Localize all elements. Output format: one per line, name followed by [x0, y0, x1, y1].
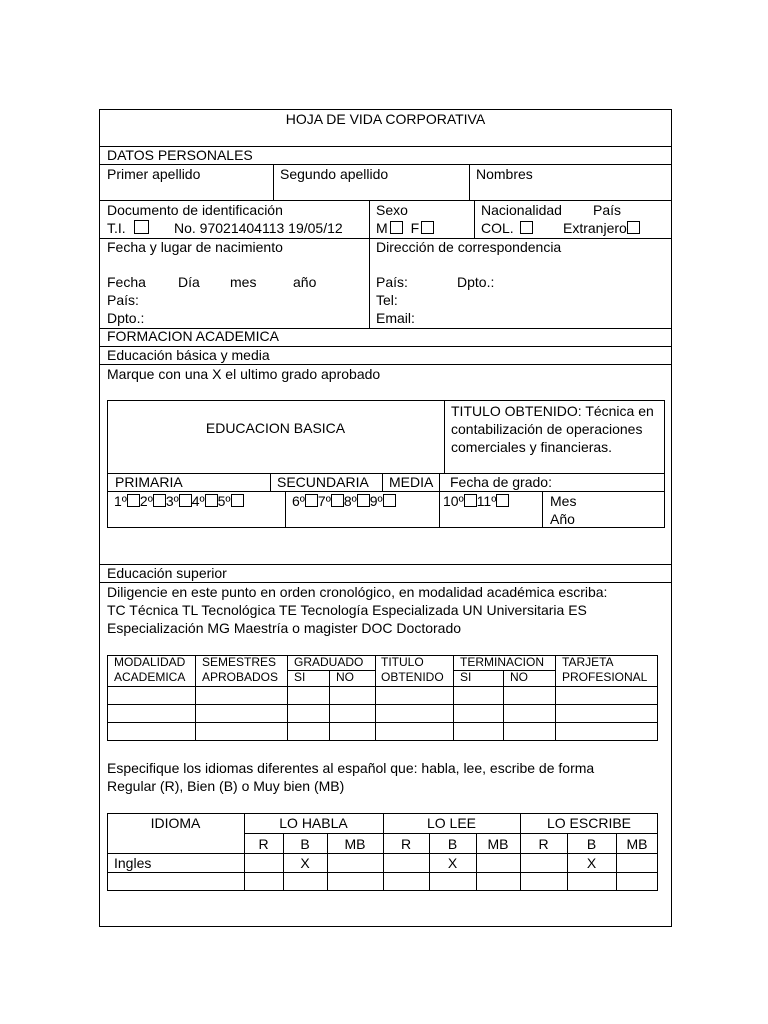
col-idioma: IDIOMA [150, 815, 201, 831]
superior-instruction-1: Diligencie en este punto en orden cronológico, en modalidad académica escriba: [107, 584, 608, 600]
idiomas-instruction-1: Especifique los idiomas diferentes al español que: habla, lee, escribe de forma [107, 760, 595, 776]
divider [369, 200, 370, 328]
dir-pais-field[interactable]: País: [376, 274, 408, 290]
col-tarjeta-1: TARJETA [562, 655, 614, 669]
grado-8: 8º [343, 493, 357, 509]
divider [107, 853, 658, 854]
field-segundo-apellido[interactable]: Segundo apellido [280, 166, 389, 182]
section-formacion: FORMACION ACADEMICA [107, 328, 279, 344]
grados-secundaria [292, 493, 396, 510]
grado-3-checkbox[interactable] [179, 494, 192, 507]
divider [99, 164, 672, 165]
col-graduado: GRADUADO [294, 655, 364, 669]
divider [107, 722, 658, 723]
grado-9-checkbox[interactable] [383, 494, 396, 507]
grados-media [443, 493, 509, 510]
extranjero-checkbox[interactable] [627, 221, 640, 234]
divider [285, 491, 286, 528]
idiomas-instruction-2: Regular (R), Bien (B) o Muy bien (MB) [107, 778, 345, 794]
doc-label: Documento de identificación [107, 202, 283, 218]
grado-4: 4º [191, 493, 205, 509]
col-lo-lee: LO LEE [426, 815, 477, 831]
grado-5-checkbox[interactable] [231, 494, 244, 507]
divider [107, 686, 658, 687]
grados-primaria [114, 493, 244, 510]
col-label: COL. [481, 220, 514, 236]
grado-7-checkbox[interactable] [331, 494, 344, 507]
divider [444, 400, 445, 473]
grado-1-checkbox[interactable] [127, 494, 140, 507]
divider [99, 582, 672, 583]
divider [273, 164, 274, 200]
sub-lee-mb: MB [487, 836, 509, 852]
dia-label: Día [178, 274, 200, 290]
superior-instruction-3: Especialización MG Maestría o magister DOC Doctorado [107, 620, 462, 636]
col-checkbox[interactable] [520, 221, 533, 234]
grado-9: 9º [369, 493, 383, 509]
grado-6-checkbox[interactable] [305, 494, 318, 507]
sexo-options [376, 220, 434, 237]
sub-lee-r: R [400, 836, 412, 852]
divider [469, 164, 470, 200]
sexo-f-checkbox[interactable] [421, 221, 434, 234]
col-graduado-si: SI [294, 670, 306, 684]
field-nombres[interactable]: Nombres [476, 166, 533, 182]
grado-11-checkbox[interactable] [496, 494, 509, 507]
grado-5: 5º [217, 493, 231, 509]
pais-nacimiento-field[interactable]: País: [107, 292, 139, 308]
grado-6: 6º [292, 493, 305, 509]
sub-escribe-r: R [538, 836, 549, 852]
sub-escribe-mb: MB [626, 836, 648, 852]
col-terminacion: TERMINACION [460, 655, 544, 669]
grado-1: 1º [114, 493, 127, 509]
divider [107, 491, 665, 492]
fecha-grado-label: Fecha de grado: [450, 474, 552, 490]
sub-lee-b: B [447, 836, 458, 852]
sexo-f-label: F [410, 220, 420, 236]
col-lo-escribe: LO ESCRIBE [546, 815, 632, 831]
divider [270, 473, 271, 491]
divider [99, 364, 672, 365]
anio-label: año [293, 274, 317, 290]
grado-10-checkbox[interactable] [464, 494, 477, 507]
dpto-nacimiento-field[interactable]: Dpto.: [107, 310, 145, 326]
mark-habla-b[interactable]: X [300, 855, 310, 871]
fecha-label: Fecha [107, 274, 146, 290]
divider [244, 833, 658, 834]
grado-3: 3º [165, 493, 179, 509]
doc-ti-label: T.I. [107, 220, 126, 236]
titulo-obtenido-basica: TITULO OBTENIDO: Técnica en contabilización de operaciones comerciales y financieras. [451, 403, 654, 455]
grado-2: 2º [139, 493, 153, 509]
section-datos-personales: DATOS PERSONALES [107, 147, 253, 163]
doc-number[interactable]: No. 97021404113 19/05/12 [174, 220, 343, 236]
dir-tel-field[interactable]: Tel: [376, 292, 398, 308]
educacion-superior-label: Educación superior [107, 565, 227, 581]
marque-instruction: Marque con una X el ultimo grado aprobado [107, 366, 381, 382]
col-modalidad-1: MODALIDAD [114, 655, 186, 669]
divider [542, 491, 543, 528]
divider [107, 473, 665, 474]
sub-habla-b: B [300, 836, 310, 852]
sexo-m-checkbox[interactable] [390, 221, 403, 234]
col-terminacion-no: NO [510, 670, 528, 684]
sub-habla-mb: MB [344, 836, 366, 852]
grado-8-checkbox[interactable] [357, 494, 370, 507]
col-terminacion-si: SI [460, 670, 472, 684]
extranjero-option [563, 220, 640, 237]
extranjero-label: Extranjero [563, 220, 627, 236]
col-graduado-no: NO [336, 670, 354, 684]
dir-email-field[interactable]: Email: [376, 310, 415, 326]
col-semestres-2: APROBADOS [202, 670, 279, 684]
divider [439, 473, 440, 528]
sexo-m-label: M [376, 220, 388, 236]
doc-ti-row [107, 220, 149, 237]
grado-anio-field[interactable]: Año [550, 511, 575, 527]
primaria-label: PRIMARIA [115, 474, 183, 490]
media-label: MEDIA [389, 474, 434, 490]
sexo-label: Sexo [376, 202, 408, 218]
fecha-lugar-label: Fecha y lugar de nacimiento [107, 239, 283, 255]
divider [107, 704, 658, 705]
divider [474, 200, 475, 238]
col-titulo-1: TITULO [381, 655, 424, 669]
educacion-basica-heading: EDUCACION BASICA [205, 420, 346, 436]
dir-dpto-field[interactable]: Dpto.: [457, 274, 495, 290]
divider [503, 670, 504, 741]
divider [195, 655, 196, 741]
divider [453, 655, 454, 741]
superior-instruction-2: TC Técnica TL Tecnológica TE Tecnología Especializada UN Universitaria ES [107, 602, 587, 618]
divider [329, 670, 330, 741]
nacionalidad-label: Nacionalidad [481, 202, 562, 218]
mark-escribe-b[interactable]: X [586, 855, 597, 871]
mes-label: mes [230, 274, 257, 290]
grado-10: 10º [443, 493, 464, 509]
divider [555, 655, 556, 741]
divider [382, 473, 383, 491]
sub-escribe-b: B [586, 836, 597, 852]
pais-label: País [593, 202, 622, 218]
col-semestres-1: SEMESTRES [202, 655, 277, 669]
col-tarjeta-2: PROFESIONAL [562, 670, 648, 684]
divider [107, 872, 658, 873]
field-primer-apellido[interactable]: Primer apellido [107, 166, 201, 182]
grado-7: 7º [317, 493, 331, 509]
col-modalidad-2: ACADEMICA [114, 670, 186, 684]
sub-habla-r: R [258, 836, 269, 852]
doc-ti-checkbox[interactable] [134, 220, 149, 234]
grado-mes-field[interactable]: Mes [550, 493, 577, 509]
basica-media-label: Educación básica y media [107, 347, 270, 363]
secundaria-label: SECUNDARIA [277, 474, 369, 490]
divider [375, 655, 376, 741]
idioma-name: Ingles [114, 855, 152, 871]
form-title: HOJA DE VIDA CORPORATIVA [285, 111, 486, 127]
col-lo-habla: LO HABLA [279, 815, 348, 831]
col-titulo-2: OBTENIDO [381, 670, 444, 684]
divider [99, 200, 672, 201]
col-option [481, 220, 533, 237]
direccion-label: Dirección de correspondencia [376, 239, 562, 255]
mark-lee-b[interactable]: X [447, 855, 458, 871]
divider [287, 655, 288, 741]
grado-11: 11º [476, 493, 497, 509]
grado-4-checkbox[interactable] [205, 494, 218, 507]
grado-2-checkbox[interactable] [153, 494, 166, 507]
